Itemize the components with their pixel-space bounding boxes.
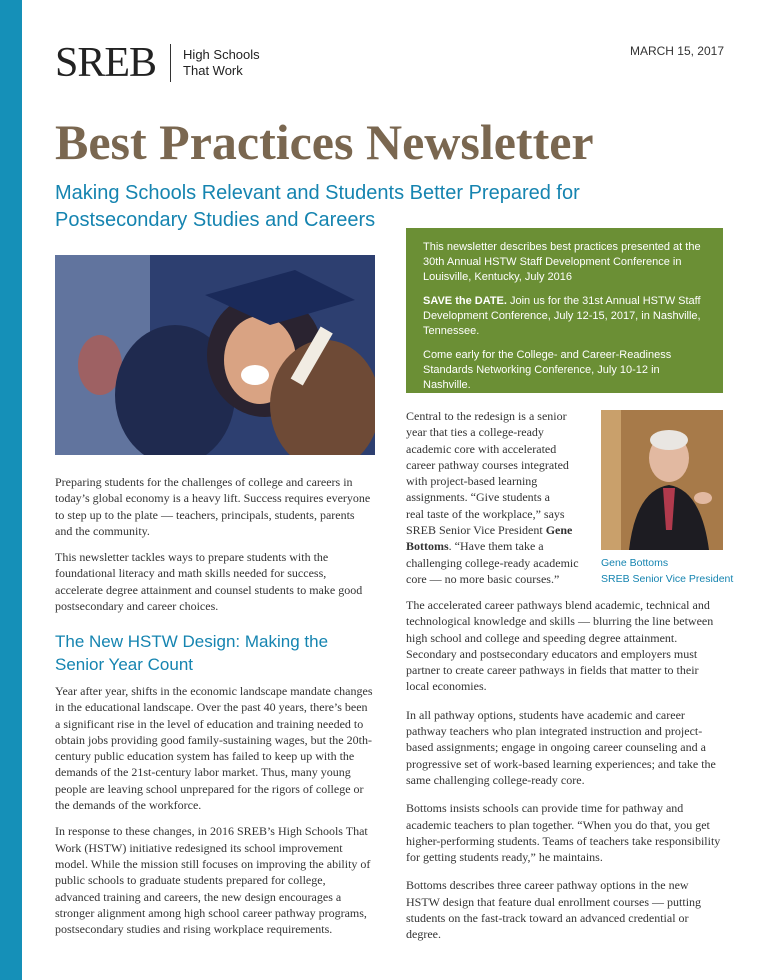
left-accent-bar bbox=[0, 0, 22, 980]
graduates-hug-photo bbox=[55, 255, 375, 455]
quote-paragraph bbox=[406, 408, 596, 587]
issue-date: MARCH 15, 2017 bbox=[629, 44, 724, 58]
conference-callout bbox=[406, 228, 723, 393]
photo-caption bbox=[601, 555, 733, 587]
callout-save-date bbox=[423, 294, 709, 339]
save-date-text: Join us for the 31st Annual HSTW Staff Development Conference, July 12-15, 2017, in Nashville, Tennessee. bbox=[423, 295, 701, 337]
intro-column bbox=[55, 474, 373, 614]
quote-line-1: Central to the redesign is a senior bbox=[406, 409, 567, 423]
quote-line-4: career pathway courses integrated bbox=[406, 457, 569, 472]
describes-paragraph: Bottoms describes three career pathway options in the new HSTW design that feature dual enrollment courses — putting students on the fast-track toward an advanced credential or degree. bbox=[406, 878, 702, 942]
save-date-label: SAVE the DATE. bbox=[423, 295, 507, 307]
right-column bbox=[406, 597, 723, 943]
pathways-paragraph: The accelerated career pathways blend academic, technical and technological knowledge and skills — blurring the line between high school and college and speeding degree attainment. Secondary and postsecondary educators and employers must partner to create career pathways in fields that matter to their local economies. bbox=[406, 598, 714, 694]
intro-paragraph-2: This newsletter tackles ways to prepare students with the foundational literacy and math skills needed for success, accelerate degree attainment and counsel students to make good postsecondary and career choices. bbox=[55, 550, 363, 614]
newsletter-title: Best Practices Newsletter bbox=[55, 114, 594, 170]
speaker-photo-art bbox=[601, 410, 723, 550]
quote-line-7: real taste of the workplace,” says bbox=[406, 506, 565, 521]
graduates-photo-art bbox=[55, 255, 375, 455]
quote-line-3: academic core with accelerated bbox=[406, 441, 557, 456]
caption-name: Gene Bottoms bbox=[601, 557, 669, 569]
quote-cont-2: challenging college-ready academic bbox=[406, 555, 579, 570]
logo-subtitle bbox=[183, 47, 260, 79]
callout-early: Come early for the College- and Career-Readiness Standards Networking Conference, July 10-12 in Nashville. bbox=[423, 349, 672, 391]
intro-paragraph-1: Preparing students for the challenges of college and careers in today’s global economy is a heavy lift. Success requires everyone to step up to the plate — teachers, principals, students, parents and the community. bbox=[55, 475, 371, 538]
quote-cont-1: . “Have them take a bbox=[448, 539, 544, 554]
sreb-logo bbox=[55, 42, 260, 84]
gene-bottoms-photo bbox=[601, 410, 723, 550]
quote-line-2: year that ties a college-ready bbox=[406, 425, 544, 440]
quote-text bbox=[406, 408, 596, 587]
section-paragraph-1: Year after year, shifts in the economic landscape mandate changes in the educational landscape. Over the past 40 years, there’s been a significant rise in the level of education and training needed to obtain jobs providing good family-sustaining wages, but the 20th-century public education system has failed to keep up with the demands of the 21st-century labor market. Thus, many young people are leaving school unprepared for the rigors of college or the demands of the workforce. bbox=[55, 684, 373, 813]
section-heading: The New HSTW Design: Making the Senior Year Count bbox=[55, 632, 329, 674]
quote-line-8: SREB Senior Vice President bbox=[406, 523, 546, 538]
insists-paragraph: Bottoms insists schools can provide time for pathway and academic teachers to plan together. “When you do that, you get higher-performing students. Teams of teachers take responsibility for getting students ready,” he maintains. bbox=[406, 801, 721, 865]
quote-line-6: assignments. “Give students a bbox=[406, 490, 550, 505]
logo-line-2: That Work bbox=[183, 63, 243, 78]
speaker-first-name: Gene bbox=[545, 523, 573, 538]
options-paragraph: In all pathway options, students have academic and career pathway teachers who plan integrated instruction and project-based assignments; engage in ongoing career counseling and a progressive set of work-based learning experiences; and take the same challenging college-ready core. bbox=[406, 707, 716, 787]
speaker-last-name: Bottoms bbox=[406, 539, 449, 554]
caption-title: SREB Senior Vice President bbox=[601, 573, 734, 585]
callout-intro: This newsletter describes best practices presented at the 30th Annual HSTW Staff Development Conference in Louisville, Kentucky, July 2016 bbox=[423, 241, 701, 283]
logo-divider bbox=[170, 44, 171, 82]
newsletter-subtitle: Making Schools Relevant and Students Better Prepared for Postsecondary Studies and Careers bbox=[55, 182, 580, 231]
section-paragraph-2: In response to these changes, in 2016 SREB’s High Schools That Work (HSTW) initiative redesigned its school improvement model. While the mission still focuses on improving the ability of public schools to graduate students prepared for college, advanced training and careers, the new design encourages a stronger alignment among high school career pathway programs, postsecondary studies and rising workplace requirements. bbox=[55, 824, 371, 937]
quote-line-5: with project-based learning bbox=[406, 474, 538, 489]
section-column bbox=[55, 683, 373, 937]
logo-line-1: High Schools bbox=[183, 47, 260, 62]
logo-mark: SREB bbox=[55, 40, 157, 86]
quote-cont-3: core — no more basic courses.” bbox=[406, 571, 560, 586]
